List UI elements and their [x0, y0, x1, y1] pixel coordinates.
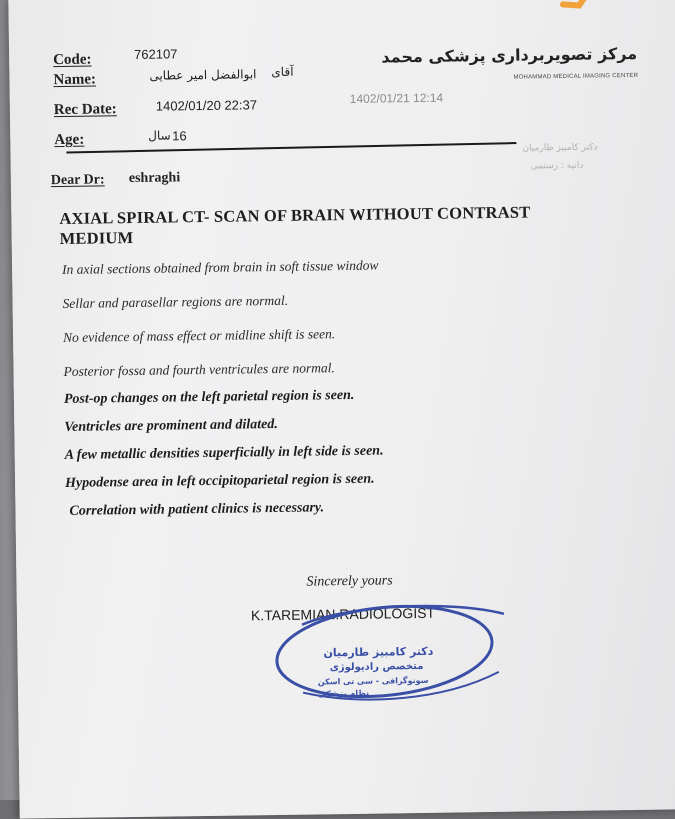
- report-line: Ventricles are prominent and dilated.: [64, 416, 278, 435]
- header-divider: [66, 142, 516, 153]
- stamp-line-1: دکتر کامبیز طارمیان: [323, 644, 434, 660]
- report-paper: [8, 0, 675, 819]
- name-value: ابوالفضل امیر عطایی: [149, 67, 257, 83]
- closing-text: Sincerely yours: [306, 573, 393, 590]
- report-title: AXIAL SPIRAL CT- SCAN OF BRAIN WITHOUT CONTRAST MEDIUM: [59, 202, 531, 249]
- report-line: Correlation with patient clinics is necessary.: [69, 500, 325, 519]
- report-line: A few metallic densities superficially in left side is seen.: [64, 443, 384, 463]
- report-line: Posterior fossa and fourth ventricules are normal.: [63, 360, 335, 379]
- stamp-line-2: متخصص رادیولوژی: [329, 660, 424, 674]
- faint-note-assistant: دانیه : رستمی: [530, 160, 584, 172]
- center-logo-icon: [508, 0, 639, 84]
- report-line: In axial sections obtained from brain in soft tissue window: [61, 257, 379, 277]
- report-line: No evidence of mass effect or midline shift is seen.: [62, 326, 336, 345]
- center-name: مرکز تصویربرداری پزشکی محمد: [381, 43, 638, 67]
- age-label: Age:: [54, 131, 85, 149]
- age-value: 16: [172, 128, 187, 144]
- name-label: Name:: [53, 71, 97, 89]
- report-line: Hypodense area in left occipitoparietal region is seen.: [64, 471, 375, 491]
- radiologist-name: K.TAREMIAN.RADIOLOGIST: [250, 604, 436, 624]
- dear-label: Dear Dr:: [50, 172, 105, 189]
- report-line: Sellar and parasellar regions are normal.: [62, 292, 289, 311]
- dear-value: eshraghi: [128, 170, 181, 187]
- report-line: Post-op changes on the left parietal region is seen.: [63, 387, 355, 407]
- stamp-line-3: سونوگرافی - سی تی اسکن: [317, 675, 429, 687]
- center-subtitle: MOHAMMAD MEDICAL IMAGING CENTER: [513, 72, 639, 81]
- name-prefix: آقای: [271, 64, 294, 80]
- age-unit: سال: [148, 128, 171, 143]
- rec-date-label: Rec Date:: [53, 101, 117, 119]
- stamp-line-4: نظام پزشکی: [317, 688, 370, 699]
- print-date: 1402/01/21 12:14: [349, 90, 444, 106]
- code-label: Code:: [53, 51, 92, 69]
- code-value: 762107: [133, 46, 178, 62]
- faint-note-doctor: دکتر کامبیز طارمیان: [522, 142, 598, 154]
- rec-date-value: 1402/01/20 22:37: [155, 97, 258, 114]
